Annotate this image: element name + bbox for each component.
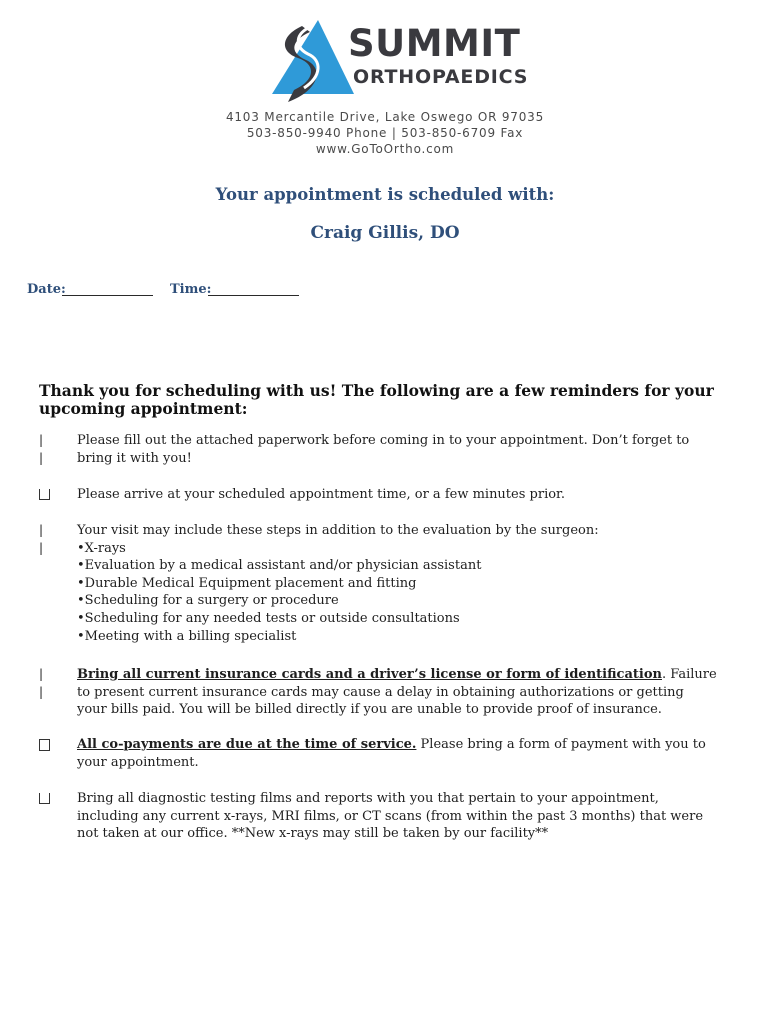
summit-orthopaedics-logo: [268, 18, 538, 110]
bullet-item: •Durable Medical Equipment placement and fitting: [77, 575, 417, 591]
bullet-item: •Meeting with a billing specialist: [77, 628, 297, 644]
time-field[interactable]: [208, 295, 299, 296]
bullet-item: •Scheduling for a surgery or procedure: [77, 593, 339, 609]
checkbox-icon[interactable]: | |: [39, 433, 45, 465]
checkbox-icon[interactable]: [39, 486, 53, 506]
provider-name: Craig Gillis, DO: [310, 223, 460, 243]
reminder-emphasis: Bring all current insurance cards and a driver’s license or form of identification: [77, 667, 662, 682]
reminder-text: Bring all diagnostic testing films and reports with you that pertain to your appointment, including any current x-rays, MRI films, or CT scans (from within the past 3 months) that were not taken at our office. **New x-rays may still be taken by our facility**: [77, 791, 704, 842]
reminder-text: Please fill out the attached paperwork before coming in to your appointment. Don’t forget to bring it with you!: [77, 433, 690, 466]
website-line: www.GoToOrtho.com: [315, 142, 455, 156]
reminder-text-block: [77, 736, 717, 771]
date-field[interactable]: [62, 295, 153, 296]
phone-fax-line: 503-850-9940 Phone | 503-850-6709 Fax: [246, 126, 524, 140]
bullet-item: •Scheduling for any needed tests or outside consultations: [77, 610, 460, 626]
date-label: Date:: [27, 282, 66, 297]
checkbox-icon[interactable]: | |: [39, 523, 45, 555]
reminder-text: Please arrive at your scheduled appointment time, or a few minutes prior.: [77, 487, 565, 502]
checkbox-icon[interactable]: | |: [39, 667, 45, 699]
reminders-intro: Thank you for scheduling with us! The following are a few reminders for your upcoming appointment:: [39, 381, 714, 418]
appointment-heading: Your appointment is scheduled with:: [215, 185, 555, 204]
reminder-emphasis: All co-payments are due at the time of service.: [77, 737, 417, 752]
reminder-text: Your visit may include these steps in addition to the evaluation by the surgeon:: [77, 523, 599, 538]
bullet-item: •Evaluation by a medical assistant and/or physician assistant: [77, 558, 482, 574]
reminder-text: Please bring a form of payment with you to your appointment.: [77, 737, 706, 770]
reminder-text-block: [77, 522, 717, 645]
bullet-item: •X-rays: [77, 540, 126, 556]
time-label: Time:: [170, 282, 212, 297]
brand-subtitle: ORTHOPAEDICS: [353, 66, 529, 88]
reminder-text: . Failure to present current insurance cards may cause a delay in obtaining authorizations or getting your bills paid. You will be billed directly if you are unable to provide proof of insurance.: [77, 667, 717, 718]
address-line: 4103 Mercantile Drive, Lake Oswego OR 97035: [225, 110, 545, 124]
checkbox-icon[interactable]: [39, 736, 53, 757]
checkbox-icon[interactable]: [39, 790, 53, 810]
mountain-logo-icon: [268, 18, 360, 110]
brand-name: SUMMIT: [348, 22, 521, 65]
reminder-text-block: [77, 666, 717, 719]
